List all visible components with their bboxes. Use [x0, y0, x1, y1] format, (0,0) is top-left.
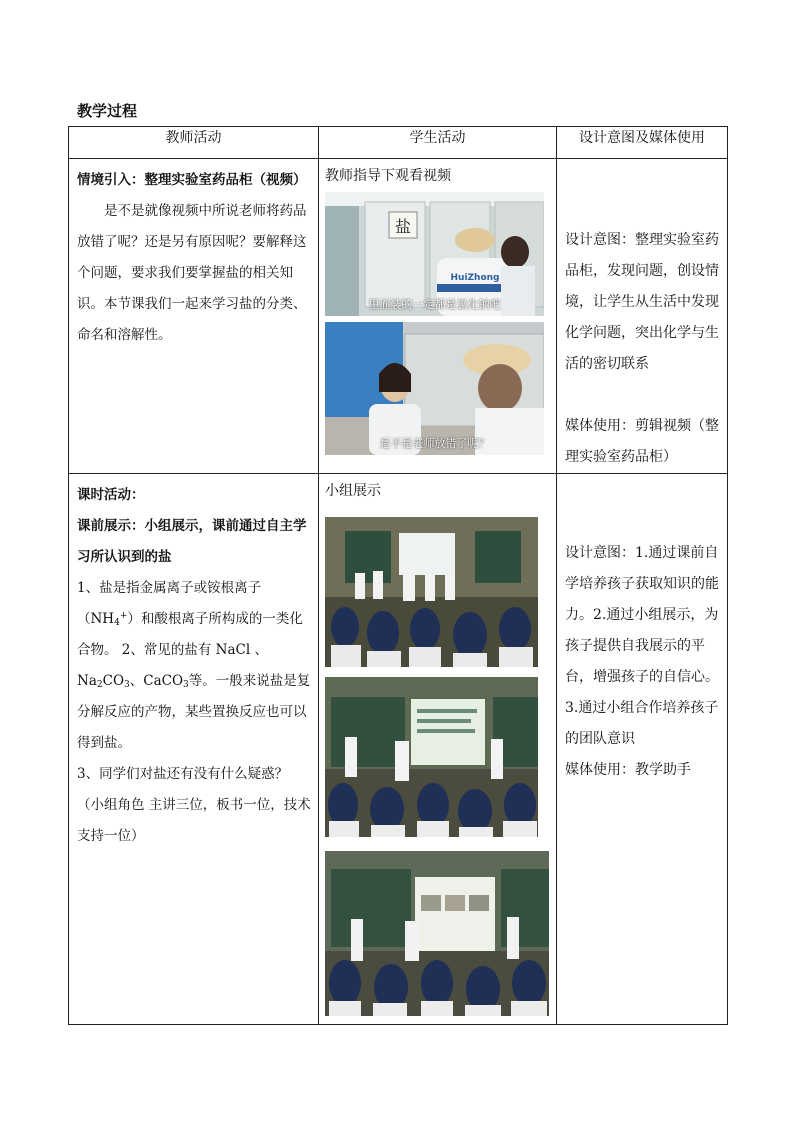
student-label: 小组展示 [325, 483, 381, 499]
video-still-1 [325, 192, 544, 316]
video-still-2 [325, 322, 544, 455]
design-intent: 设计意图：1.通过课前自学培养孩子获取知识的能力。2.通过小组展示，为孩子提供自我展示的平台，增强孩子的自信心。3.通过小组合作培养孩子的团队意识 [565, 545, 719, 747]
intro-title: 情境引入：整理实验室药品柜（视频） [77, 172, 307, 188]
video-caption-2: 是不是老师放错了呢？ [379, 437, 490, 450]
classroom-photo-2 [325, 677, 538, 837]
table-row [69, 159, 728, 474]
student-activity-cell [319, 159, 557, 474]
classroom-photo-3 [325, 851, 549, 1016]
design-cell [557, 159, 728, 474]
preclass-title: 课前展示：小组展示，课前通过自主学习所认识到的盐 [77, 518, 307, 565]
header-student: 学生活动 [319, 127, 557, 159]
salt-question: 3、同学们对盐还有没有什么疑惑？（小组角色 主讲三位，板书一位，技术支持一位） [77, 766, 311, 844]
intro-body: 是不是就像视频中所说老师将药品放错了呢？还是另有原因呢？要解释这个问题，要求我们要掌握盐的相关知识。本节课我们一起来学习盐的分类、命名和溶解性。 [77, 203, 307, 343]
salt-definition: 1、盐是指金属离子或铵根离子$(NH_4^+)$和酸根离子所构成的一类化合物。 2、常见的盐有 NaCl 、$Na_2CO_3$、CaCO$_3$等。一般来说盐是复分解反应的产物，某些置换反应也可以得到盐。 [77, 580, 311, 751]
teacher-activity-cell [69, 159, 319, 474]
student-activity-cell [319, 474, 557, 1025]
classroom-photo-1 [325, 517, 538, 667]
photo-shirt-text: HuiZhong [450, 273, 500, 283]
lesson-table [68, 126, 728, 1025]
table-row [69, 474, 728, 1025]
activity-title: 课时活动： [77, 487, 145, 503]
media-use: 媒体使用：教学助手 [565, 762, 691, 778]
section-title: 教学过程 [77, 102, 138, 120]
header-design: 设计意图及媒体使用 [557, 127, 728, 159]
photo-sign-text: 盐 [394, 217, 412, 236]
media-use: 媒体使用：剪辑视频（整理实验室药品柜） [565, 418, 719, 465]
header-teacher: 教师活动 [69, 127, 319, 159]
student-label: 教师指导下观看视频 [325, 168, 451, 184]
video-caption-1: 里面装的一定都是氯化钠吧 [368, 298, 501, 311]
teacher-activity-cell [69, 474, 319, 1025]
table-header-row [69, 127, 728, 159]
design-cell [557, 474, 728, 1025]
design-intent: 设计意图：整理实验室药品柜，发现问题，创设情境，让学生从生活中发现化学问题，突出化学与生活的密切联系 [565, 232, 719, 372]
